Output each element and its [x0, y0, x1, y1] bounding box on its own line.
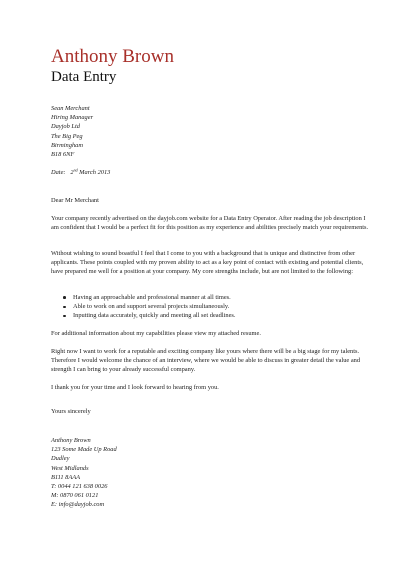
sender-line: Anthony Brown	[51, 437, 91, 444]
recipient-line: Hiring Manager	[51, 114, 94, 122]
sender-line: E: info@dayjob.com	[51, 501, 105, 509]
sender-line: B111 8AAA	[51, 473, 81, 481]
list-item: Able to work on and support several projects simultaneously.	[51, 302, 371, 311]
job-title: Data Entry	[51, 69, 117, 85]
sender-line: 123 Some Made Up Road	[51, 446, 117, 454]
recipient-line: Sean Merchant	[51, 105, 90, 112]
recipient-line: B18 6NF	[51, 151, 75, 159]
paragraph-background: Without wishing to sound boastful I feel that I come to you with a background that is unique and distinctive from other applicants. These points coupled with my proven ability to act as a key point of contact with existing and potential clients, have prepared me well for a position at your company. My core strengths include, but are not limited to the following:	[51, 250, 364, 276]
letter-date	[51, 168, 371, 177]
sender-line: T: 0044 121 638 0026	[51, 483, 108, 491]
sender-line: West Midlands	[51, 464, 89, 472]
salutation: Dear Mr Merchant	[51, 197, 99, 204]
recipient-address	[51, 104, 371, 159]
list-item: Having an approachable and professional manner at all times.	[51, 293, 371, 302]
date-day: 2	[70, 169, 74, 176]
recipient-line: Dayjob Ltd	[51, 123, 80, 131]
date-label: Date:	[51, 169, 66, 176]
paragraph-interview: Right now I want to work for a reputable and exciting company like yours where there will be a big stage for my talents. Therefore I would welcome the chance of an interview, where we would be able to discuss in greater detail the value and strength I can bring to your already successful company.	[51, 348, 361, 374]
sender-line: Dudley	[51, 455, 70, 463]
recipient-line: Birmingham	[51, 141, 83, 149]
paragraph-intro: Your company recently advertised on the dayjob.com website for a Data Entry Operator. After reading the job description I am confident that I would be a perfect fit for this position as my experience and abilities precisely match your requirements.	[51, 215, 369, 232]
date-suffix: nd	[73, 167, 78, 173]
closing: Yours sincerely	[51, 408, 91, 415]
paragraph-resume: For additional information about my capabilities please view my attached resume.	[51, 330, 261, 337]
paragraph-thanks: I thank you for your time and I look forward to hearing from you.	[51, 384, 219, 391]
applicant-name: Anthony Brown	[51, 46, 174, 67]
date-rest: March 2013	[79, 169, 111, 176]
list-item: Inputting data accurately, quickly and meeting all set deadlines.	[51, 311, 371, 320]
sender-details	[51, 436, 371, 510]
sender-line: M: 0870 061 0121	[51, 492, 99, 500]
strengths-list	[51, 293, 371, 321]
recipient-line: The Big Peg	[51, 132, 83, 140]
